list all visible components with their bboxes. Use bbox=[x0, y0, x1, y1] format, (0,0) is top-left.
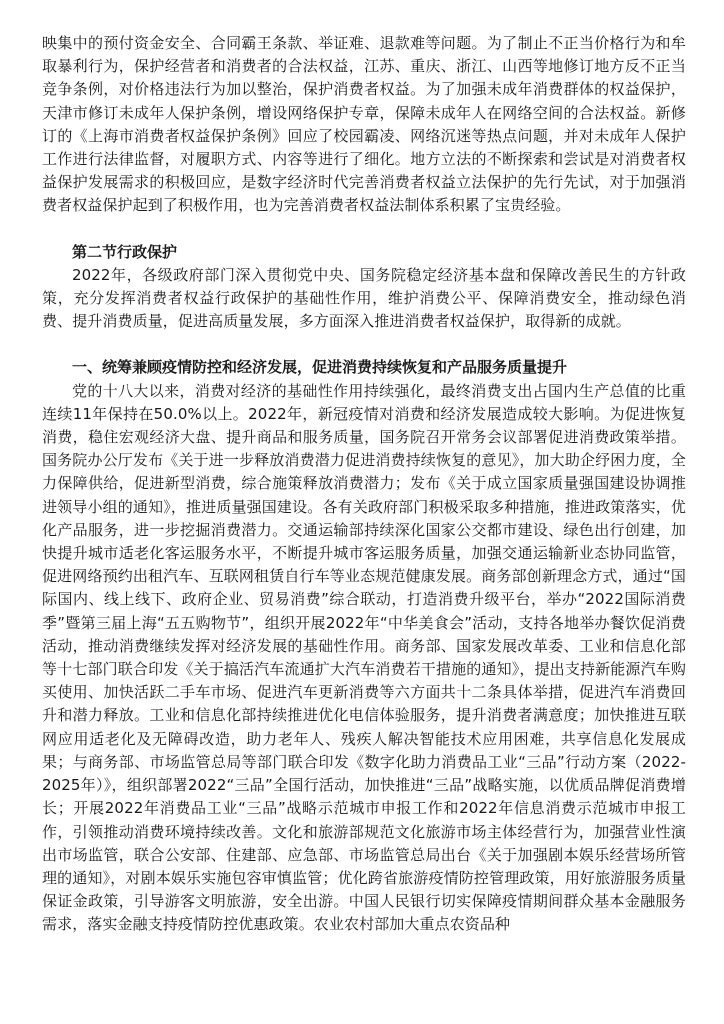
document-page bbox=[42, 32, 686, 937]
intro-paragraph: 映集中的预付资金安全、合同霸王条款、举证难、退款难等问题。为了制止不正当价格行为和牟取暴利行为，保护经营者和消费者的合法权益，江苏、重庆、浙江、山西等地修订地方反不正当竞争条例，对价格违法行为加以整治，保护消费者权益。为了加强未成年消费群体的权益保护，天津市修订未成年人保护条例，增设网络保护专章，保障未成年人在网络空间的合法权益。新修订的《上海市消费者权益保护条例》回应了校园霸凌、网络沉迷等热点问题，并对未成年人保护工作进行法律监督，对履职方式、内容等进行了细化。地方立法的不断探索和尝试是对消费者权益保护发展需求的积极回应，是数字经济时代完善消费者权益立法保护的先行先试，对于加强消费者权益保护起到了积极作用，也为完善消费者权益法制体系积累了宝贵经验。 bbox=[42, 34, 686, 215]
subsection-heading: 一、统筹兼顾疫情防控和经济发展，促进消费持续恢复和产品服务质量提升 bbox=[72, 358, 568, 377]
section-paragraph: 2022年，各级政府部门深入贯彻党中央、国务院稳定经济基本盘和保障改善民生的方针政策，充分发挥消费者权益行政保护的基础性作用，维护消费公平、保障消费安全，推动绿色消费、提升消费质量，促进高质量发展，多方面深入推进消费者权益保护，取得新的成就。 bbox=[42, 265, 686, 331]
paragraph-spacer bbox=[42, 333, 686, 356]
subsection-paragraph: 党的十八大以来，消费对经济的基础性作用持续强化，最终消费支出占国内生产总值的比重连续11年保持在50.0%以上。2022年，新冠疫情对消费和经济发展造成较大影响。为促进恢复消费，稳住宏观经济大盘、提升商品和服务质量，国务院召开常务会议部署促进消费政策举措。国务院办公厅发布《关于进一步释放消费潜力促进消费持续恢复的意见》，加大助企纾困力度，全力保障供给，促进新型消费，综合施策释放消费潜力；发布《关于成立国家质量强国建设协调推进领导小组的通知》，推进质量强国建设。各有关政府部门积极采取多种措施，推进政策落实，优化产品服务，进一步挖掘消费潜力。交通运输部持续深化国家公交都市建设、绿色出行创建，加快提升城市适老化客运服务水平，不断提升城市客运服务质量，加强交通运输新业态协同监管，促进网络预约出租汽车、互联网租赁自行车等业态规范健康发展。商务部创新理念方式，通过“国际国内、线上线下、政府企业、贸易消费”综合联动，打造消费升级平台，举办“2022国际消费季”暨第三届上海“五五购物节”，组织开展2022年“中华美食会”活动，支持各地举办餐饮促消费活动，推动消费继续发挥对经济发展的基础性作用。商务部、国家发展改革委、工业和信息化部等十七部门联合印发《关于搞活汽车流通扩大汽车消费若干措施的通知》，提出支持新能源汽车购买使用、加快活跃二手车市场、促进汽车更新消费等六方面共十二条具体举措，促进汽车消费回升和潜力释放。工业和信息化部持续推进优化电信体验服务，提升消费者满意度；加快推进互联网应用适老化及无障碍改造，助力老年人、残疾人解决智能技术应用困难，共享信息化发展成果；与商务部、市场监管总局等部门联合印发《数字化助力消费品工业“三品”行动方案（2022-2025年）》，组织部署2022“三品”全国行活动，加快推进“三品”战略实施，以优质品牌促消费增长；开展2022年消费品工业“三品”战略示范城市申报工作和2022年信息消费示范城市申报工作，引领推动消费环境持续改善。文化和旅游部规范文化旅游市场主体经营行为，加强营业性演出市场监管，联合公安部、住建部、应急部、市场监管总局出台《关于加强剧本娱乐经营场所管理的通知》，对剧本娱乐实施包容审慎监管；优化跨省旅游疫情防控管理政策，用好旅游服务质量保证金政策，引导游客文明旅游，安全出游。中国人民银行切实保障疫情期间群众基本金融服务需求，落实金融支持疫情防控优惠政策。农业农村部加大重点农资品种 bbox=[42, 381, 686, 934]
paragraph-spacer bbox=[42, 218, 686, 241]
section-heading: 第二节行政保护 bbox=[72, 242, 178, 261]
